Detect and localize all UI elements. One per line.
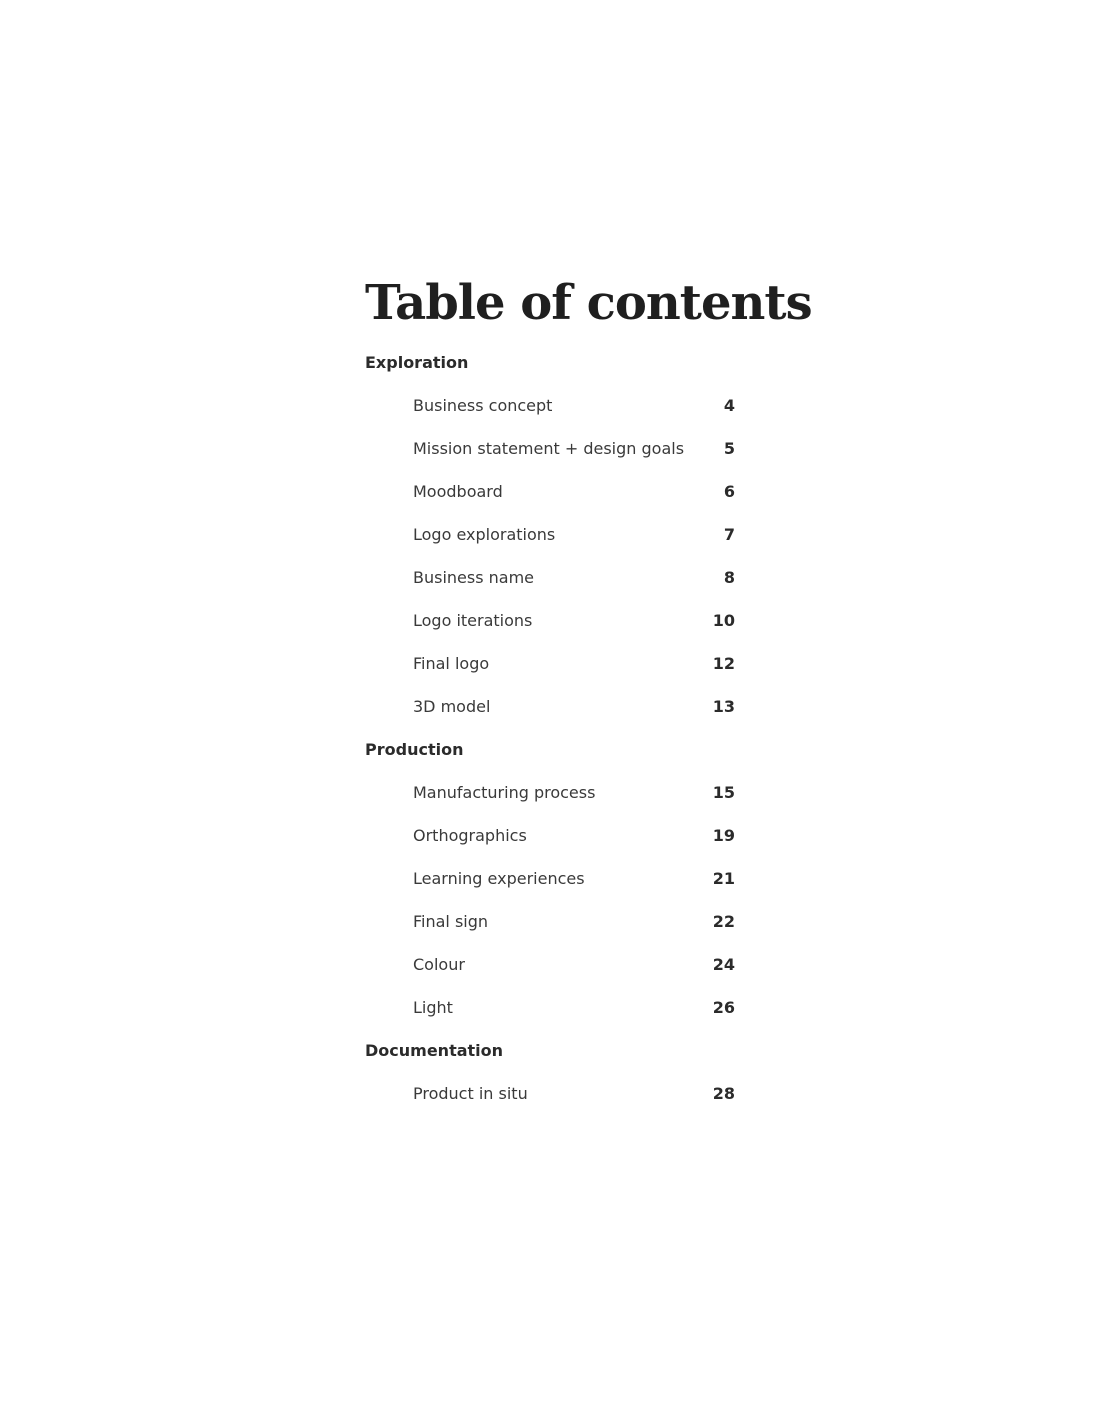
entry-label: Final sign [413, 912, 489, 931]
entry-label: Orthographics [413, 826, 527, 845]
toc-entry[interactable] [365, 943, 735, 986]
toc-entry[interactable] [365, 513, 735, 556]
entry-label: Colour [413, 955, 465, 974]
entry-label: Final logo [413, 654, 490, 673]
entry-page-number: 6 [723, 482, 735, 501]
toc-entry[interactable] [365, 1072, 735, 1115]
entry-page-number: 22 [712, 912, 735, 931]
toc-entry[interactable] [365, 814, 735, 857]
entry-page-number: 21 [712, 869, 735, 888]
entry-page-number: 4 [723, 396, 735, 415]
entry-label: Logo iterations [413, 611, 533, 630]
section-heading: Exploration [365, 353, 469, 372]
toc-entry[interactable] [365, 599, 735, 642]
toc-entry[interactable] [365, 771, 735, 814]
entry-page-number: 5 [723, 439, 735, 458]
page-title: Table of contents [365, 275, 812, 331]
section-production [365, 728, 735, 1029]
entry-label: Manufacturing process [413, 783, 596, 802]
toc-entry[interactable] [365, 986, 735, 1029]
toc-entry[interactable] [365, 470, 735, 513]
section-heading: Documentation [365, 1041, 504, 1060]
toc-entry[interactable] [365, 642, 735, 685]
entry-page-number: 26 [712, 998, 735, 1017]
entry-page-number: 28 [712, 1084, 735, 1103]
entry-page-number: 19 [712, 826, 735, 845]
entry-label: Mission statement + design goals [413, 439, 685, 458]
toc-entry[interactable] [365, 857, 735, 900]
entry-label: Moodboard [413, 482, 503, 501]
section-documentation [365, 1029, 735, 1115]
toc-entry[interactable] [365, 384, 735, 427]
entry-page-number: 15 [712, 783, 735, 802]
entry-page-number: 10 [712, 611, 735, 630]
section-exploration [365, 341, 735, 728]
entry-page-number: 12 [712, 654, 735, 673]
table-of-contents [365, 272, 812, 1115]
section-heading: Production [365, 740, 464, 759]
entry-label: 3D model [413, 697, 491, 716]
toc-entry[interactable] [365, 427, 735, 470]
entry-page-number: 24 [712, 955, 735, 974]
entry-label: Light [413, 998, 453, 1017]
entry-page-number: 8 [723, 568, 735, 587]
toc-entry[interactable] [365, 685, 735, 728]
entry-page-number: 7 [723, 525, 735, 544]
toc-entry[interactable] [365, 900, 735, 943]
entry-page-number: 13 [712, 697, 735, 716]
entry-label: Business concept [413, 396, 553, 415]
entry-label: Product in situ [413, 1084, 528, 1103]
entry-label: Learning experiences [413, 869, 585, 888]
entry-label: Logo explorations [413, 525, 556, 544]
toc-entry[interactable] [365, 556, 735, 599]
entry-label: Business name [413, 568, 535, 587]
